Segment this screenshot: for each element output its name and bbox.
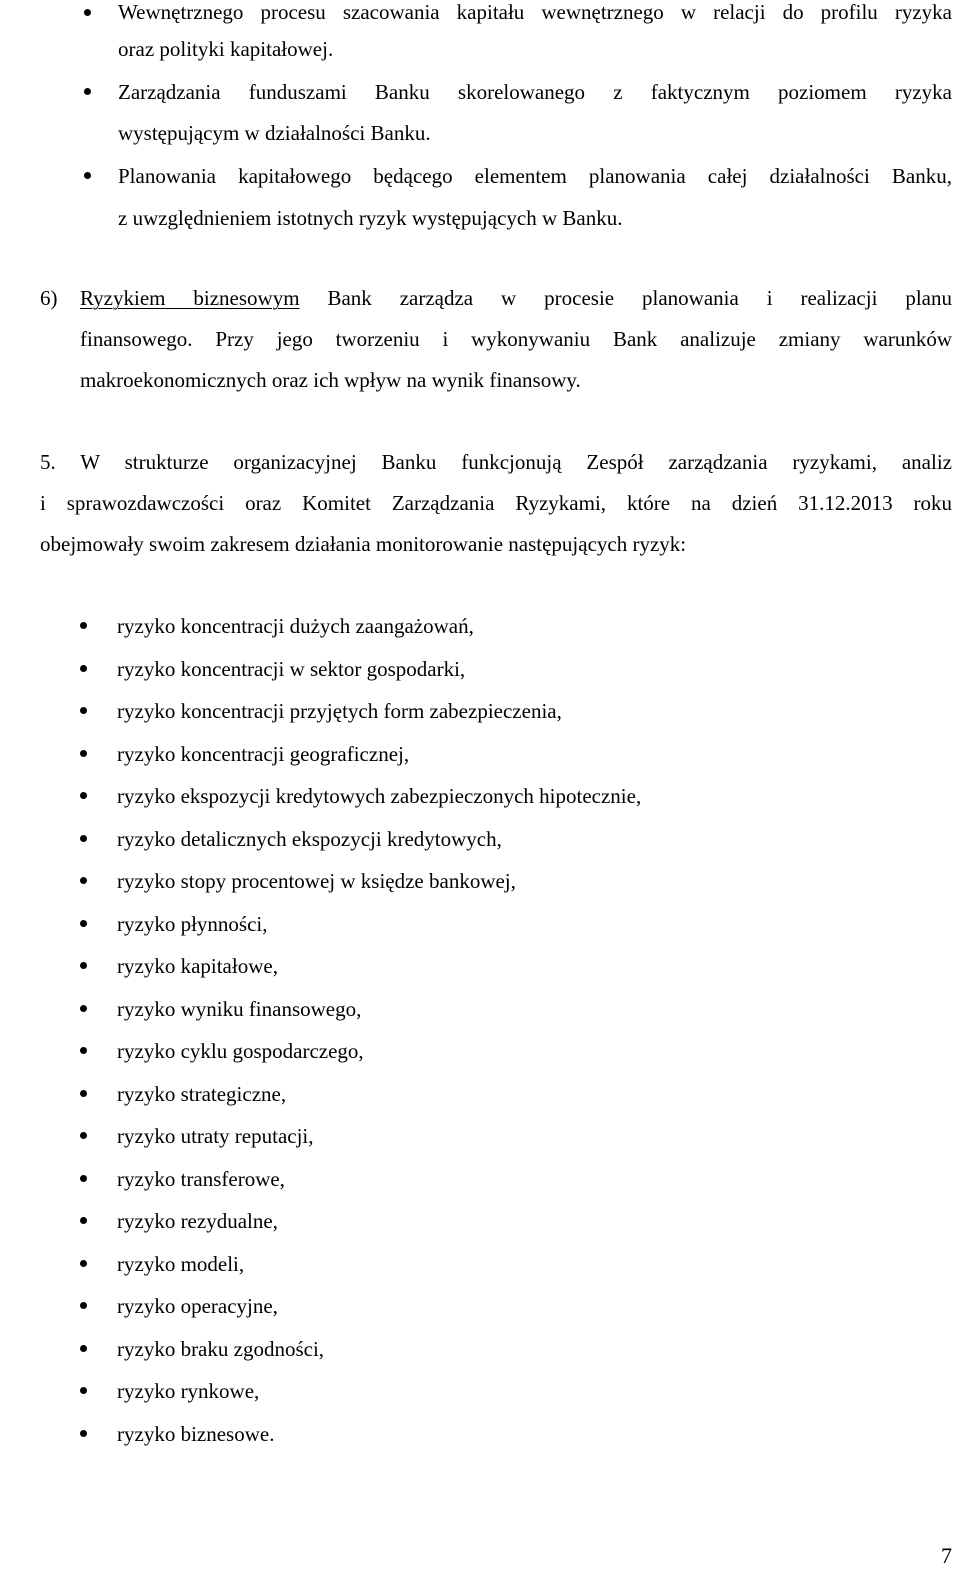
bullet-dot <box>80 1430 87 1437</box>
risk-list-item: ryzyko wyniku finansowego, <box>117 997 362 1021</box>
section-5-line-2: i sprawozdawczości oraz Komitet Zarządzania Ryzykami, które na dzień 31.12.2013 roku <box>40 491 952 515</box>
bullet-dot <box>80 962 87 969</box>
risk-list-item: ryzyko transferowe, <box>117 1167 285 1191</box>
item-6-line-1 <box>80 286 952 310</box>
bullet-dot <box>84 172 91 179</box>
top-bullet-1-line-2: oraz polityki kapitałowej. <box>118 37 334 61</box>
bullet-dot <box>84 9 91 16</box>
bullet-dot <box>80 877 87 884</box>
top-bullet-3-line-1: Planowania kapitałowego będącego elementem planowania całej działalności Banku, <box>118 164 952 188</box>
bullet-dot <box>80 665 87 672</box>
bullet-dot <box>80 920 87 927</box>
bullet-dot <box>80 1345 87 1352</box>
bullet-dot <box>80 750 87 757</box>
risk-list-item: ryzyko detalicznych ekspozycji kredytowych, <box>117 827 502 851</box>
risk-list-item: ryzyko biznesowe. <box>117 1422 275 1446</box>
risk-list-item: ryzyko ekspozycji kredytowych zabezpieczonych hipotecznie, <box>117 784 642 808</box>
risk-list-item: ryzyko koncentracji geograficznej, <box>117 742 410 766</box>
risk-list-item: ryzyko koncentracji w sektor gospodarki, <box>117 657 466 681</box>
bullet-dot <box>80 792 87 799</box>
top-bullet-3-line-2: z uwzględnieniem istotnych ryzyk występujących w Banku. <box>118 206 623 230</box>
bullet-dot <box>80 1387 87 1394</box>
bullet-dot <box>80 1047 87 1054</box>
bullet-dot <box>84 88 91 95</box>
bullet-dot <box>80 707 87 714</box>
page-number: 7 <box>941 1543 952 1568</box>
risk-list-item: ryzyko strategiczne, <box>117 1082 287 1106</box>
risk-list-item: ryzyko rezydualne, <box>117 1209 278 1233</box>
bullet-dot <box>80 622 87 629</box>
bullet-dot <box>80 1175 87 1182</box>
risk-list-item: ryzyko rynkowe, <box>117 1379 260 1403</box>
risk-list-item: ryzyko koncentracji dużych zaangażowań, <box>117 614 474 638</box>
bullet-dot <box>80 1302 87 1309</box>
risk-list-item: ryzyko koncentracji przyjętych form zabezpieczenia, <box>117 699 562 723</box>
risk-list-item: ryzyko płynności, <box>117 912 268 936</box>
bullet-dot <box>80 1260 87 1267</box>
item-6-underlined-term: Ryzykiem biznesowym <box>80 286 300 310</box>
item-6-line-1-rest: Bank zarządza w procesie planowania i realizacji planu <box>327 286 952 310</box>
risk-list-item: ryzyko cyklu gospodarczego, <box>117 1039 364 1063</box>
item-6-line-3: makroekonomicznych oraz ich wpływ na wynik finansowy. <box>80 368 581 392</box>
bullet-dot <box>80 835 87 842</box>
item-6-line-2: finansowego. Przy jego tworzeniu i wykonywaniu Bank analizuje zmiany warunków <box>80 327 952 351</box>
risk-list-item: ryzyko kapitałowe, <box>117 954 278 978</box>
section-5-line-1: 5. W strukturze organizacyjnej Banku funkcjonują Zespół zarządzania ryzykami, analiz <box>40 450 952 474</box>
section-5-line-3: obejmowały swoim zakresem działania monitorowanie następujących ryzyk: <box>40 532 687 556</box>
risk-list-item: ryzyko operacyjne, <box>117 1294 278 1318</box>
risk-list-item: ryzyko braku zgodności, <box>117 1337 325 1361</box>
top-bullet-2-line-2: występującym w działalności Banku. <box>118 121 431 145</box>
risk-list-item: ryzyko utraty reputacji, <box>117 1124 314 1148</box>
bullet-dot <box>80 1090 87 1097</box>
bullet-dot <box>80 1217 87 1224</box>
bullet-dot <box>80 1132 87 1139</box>
bullet-dot <box>80 1005 87 1012</box>
top-bullet-2-line-1: Zarządzania funduszami Banku skorelowanego z faktycznym poziomem ryzyka <box>118 80 952 104</box>
top-bullet-1-line-1: Wewnętrznego procesu szacowania kapitału wewnętrznego w relacji do profilu ryzyka <box>118 0 952 24</box>
item-6-number: 6) <box>40 286 58 310</box>
risk-list-item: ryzyko modeli, <box>117 1252 245 1276</box>
risk-list-item: ryzyko stopy procentowej w księdze bankowej, <box>117 869 516 893</box>
